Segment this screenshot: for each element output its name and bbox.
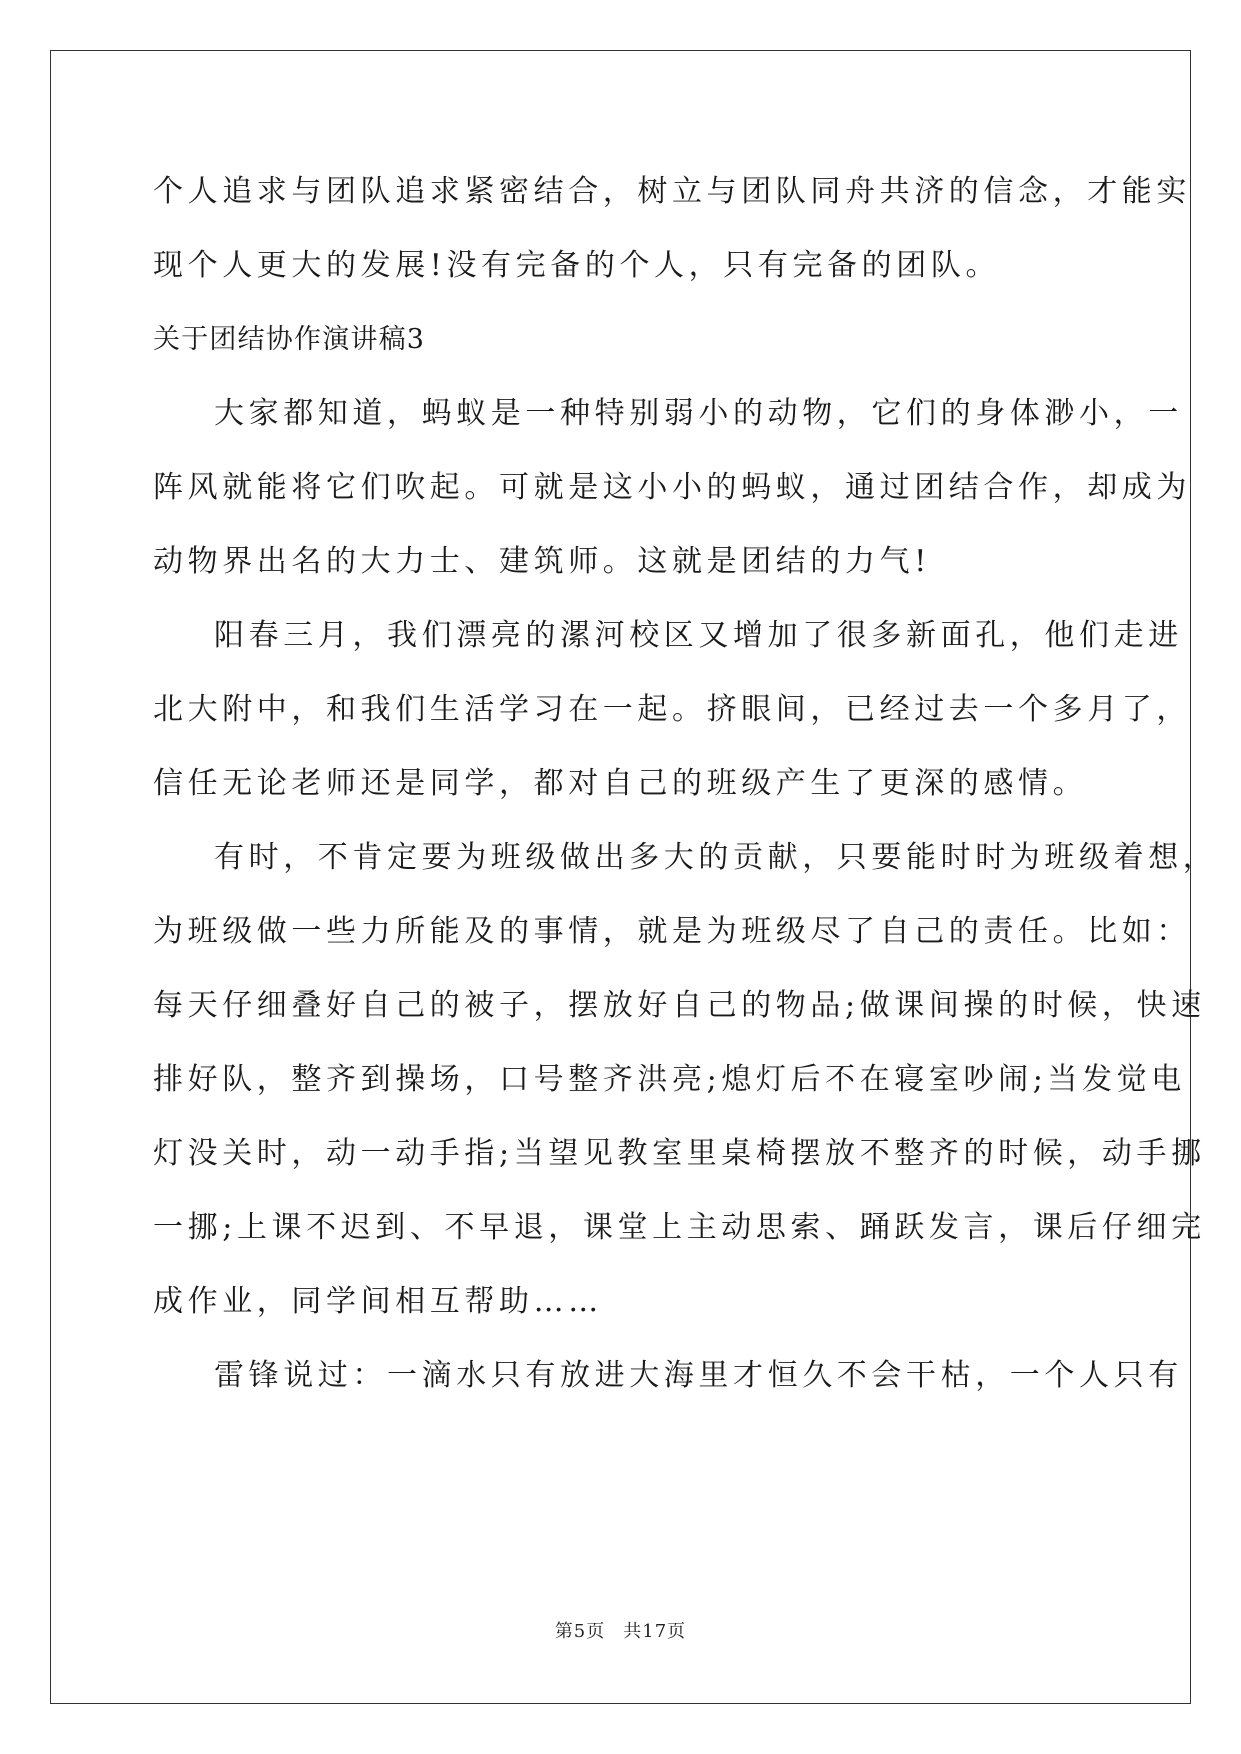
body-text-line: 一挪;上课不迟到、不早退，课堂上主动思索、踊跃发言，课后仔细完 [153,1210,1206,1245]
page-number-total: 共17页 [623,1621,687,1642]
body-text-line: 北大附中，和我们生活学习在一起。挤眼间，已经过去一个多月了， [153,692,1191,727]
paragraph-first-line: 阳春三月，我们漂亮的漯河校区又增加了很多新面孔，他们走进 [214,618,1183,653]
paragraph-first-line: 雷锋说过：一滴水只有放进大海里才恒久不会干枯，一个人只有 [214,1358,1183,1393]
page-footer [0,1620,1241,1644]
body-text-line: 灯没关时，动一动手指;当望见教室里桌椅摆放不整齐的时候，动手挪 [153,1136,1206,1171]
body-text-line: 为班级做一些力所能及的事情，就是为班级尽了自己的责任。比如： [153,914,1191,949]
page-number-current: 第5页 [554,1621,606,1642]
paragraph-first-line: 大家都知道，蚂蚁是一种特别弱小的动物，它们的身体渺小，一 [214,396,1183,431]
body-text-line: 每天仔细叠好自己的被子，摆放好自己的物品;做课间操的时候，快速 [153,988,1206,1023]
body-text-line: 成作业，同学间相互帮助…… [153,1284,603,1319]
paragraph-first-line: 有时，不肯定要为班级做出多大的贡献，只要能时时为班级着想， [214,840,1218,875]
body-text-line: 信任无论老师还是同学，都对自己的班级产生了更深的感情。 [153,766,1088,801]
body-text-line: 阵风就能将它们吹起。可就是这小小的蚂蚁，通过团结合作，却成为 [153,470,1191,505]
body-text-line: 个人追求与团队追求紧密结合，树立与团队同舟共济的信念，才能实 [153,174,1191,209]
body-text-line: 现个人更大的发展!没有完备的个人，只有完备的团队。 [153,248,1001,283]
body-text-line: 排好队，整齐到操场，口号整齐洪亮;熄灯后不在寝室吵闹;当发觉电 [153,1062,1186,1097]
body-text-line: 动物界出名的大力士、建筑师。这就是团结的力气! [153,544,931,579]
section-heading: 关于团结协作演讲稿3 [153,324,426,355]
